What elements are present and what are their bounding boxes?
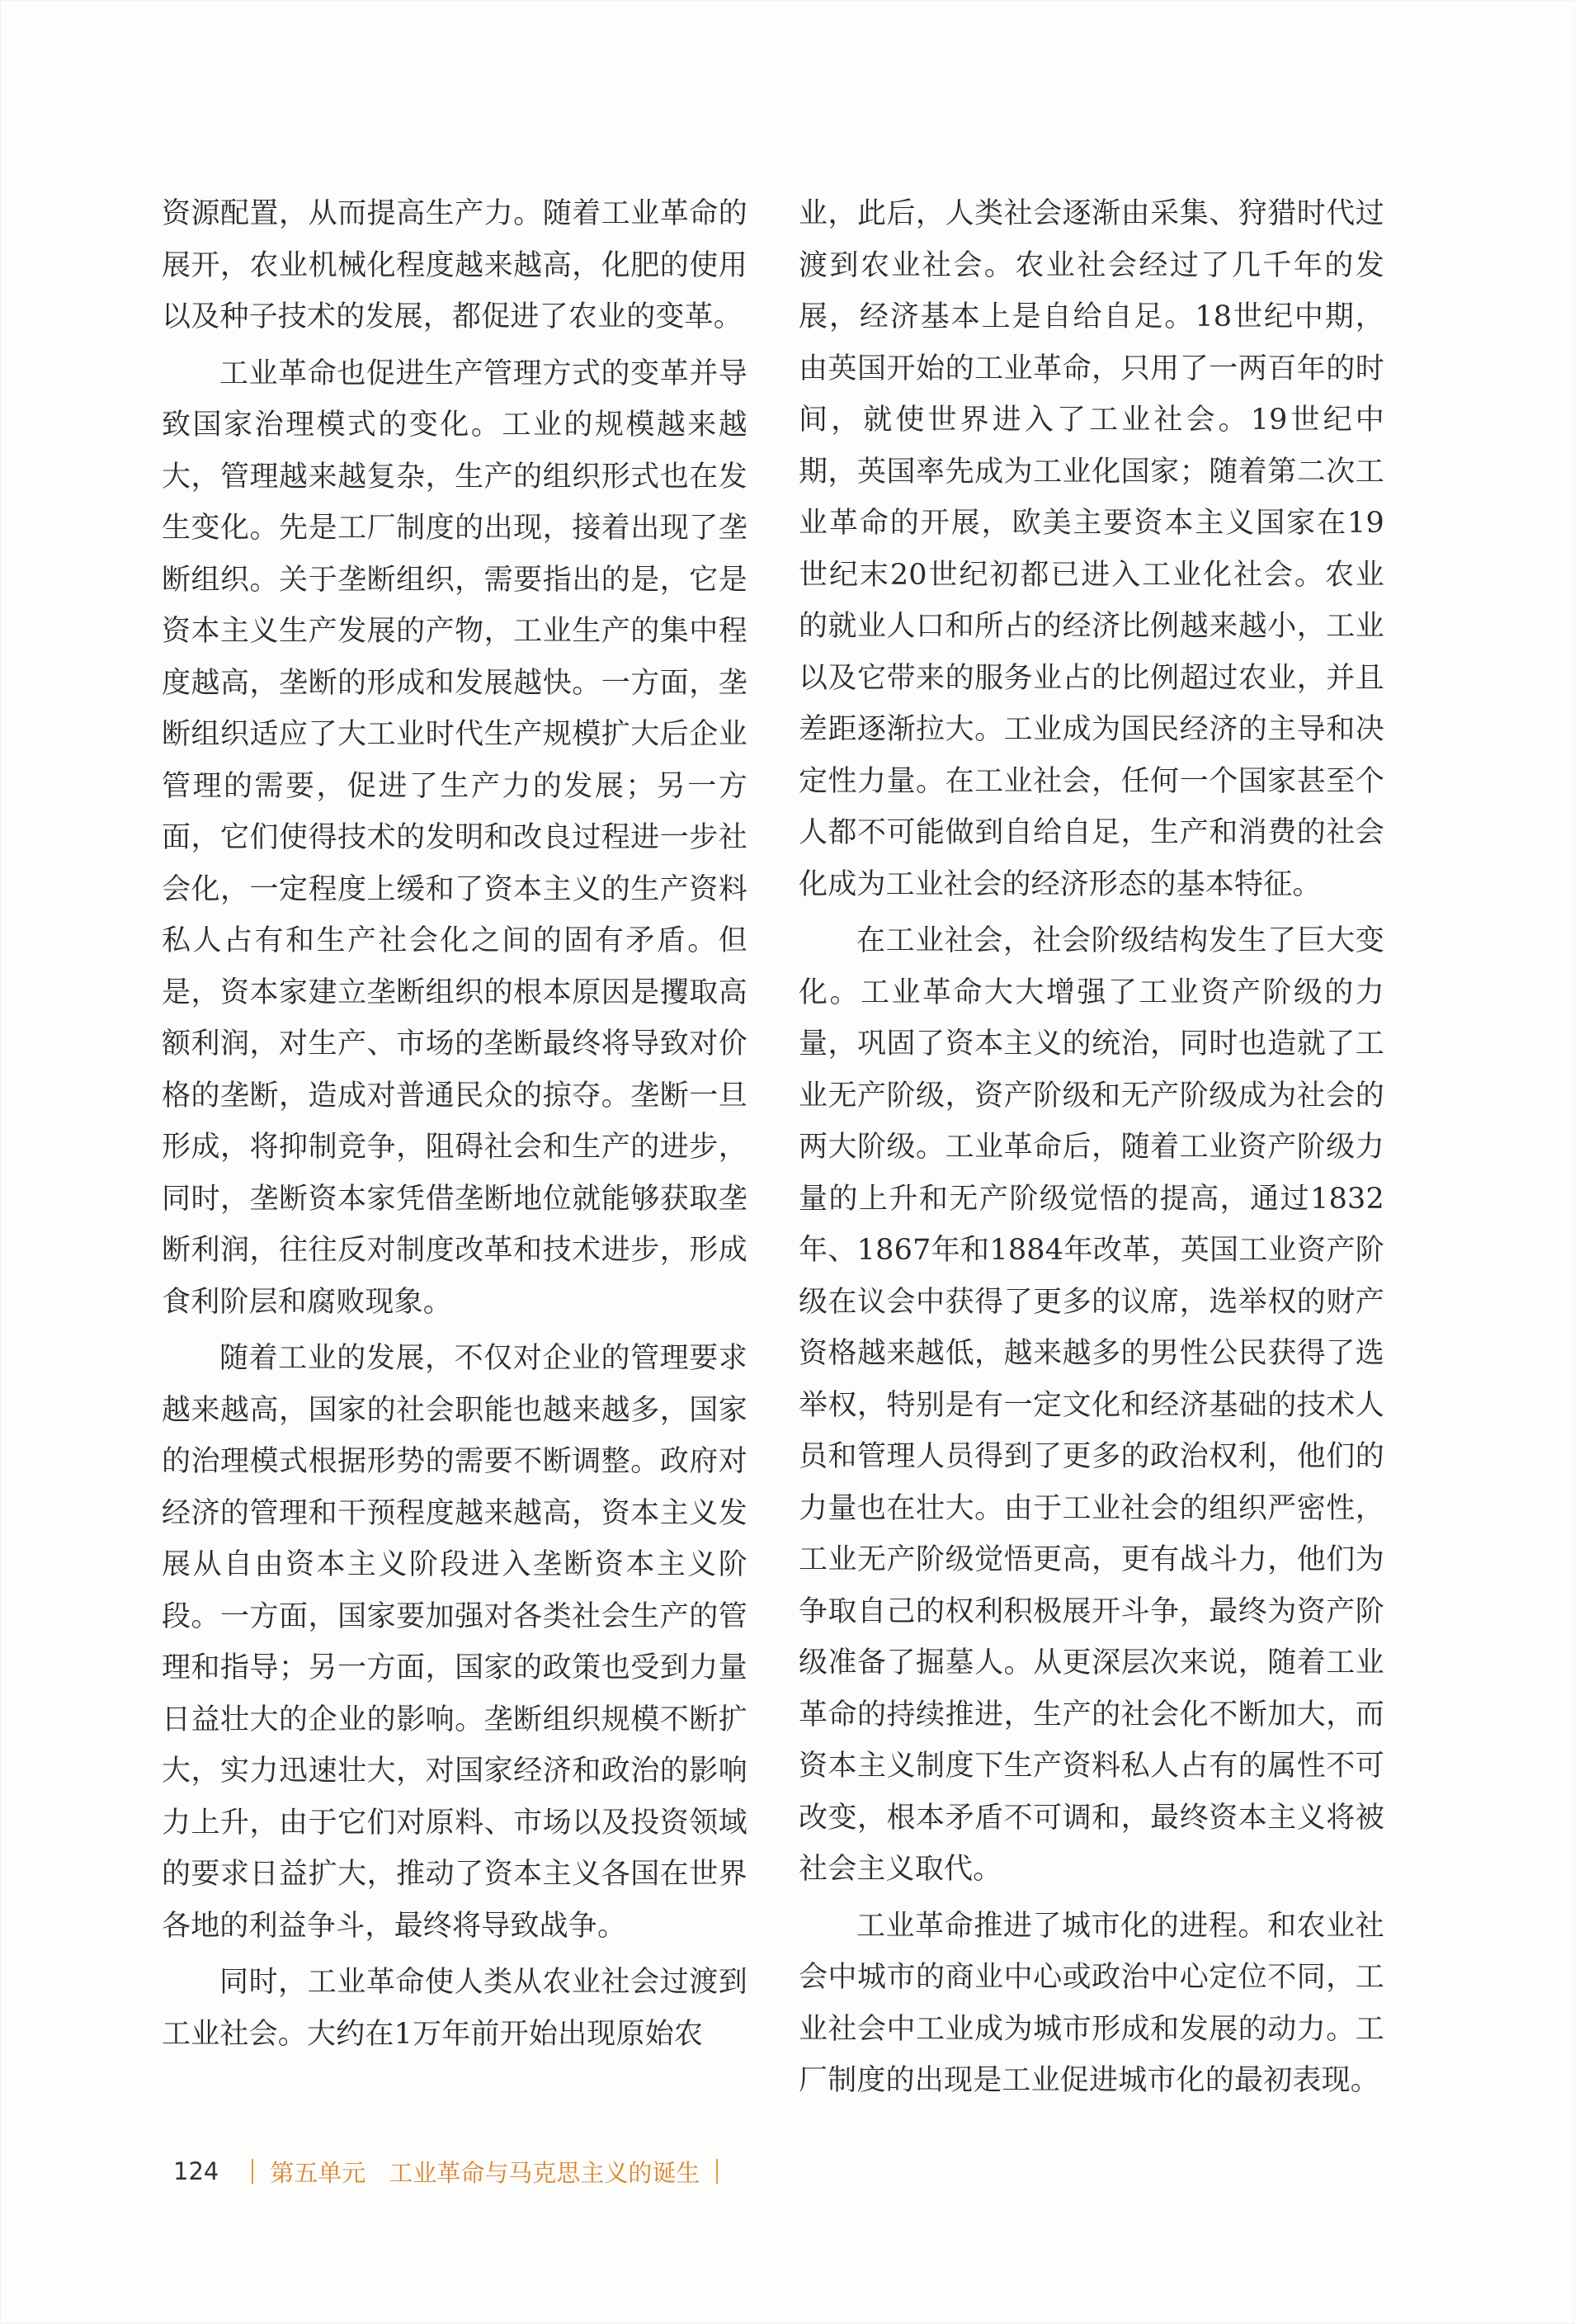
page-number: 124	[173, 2157, 219, 2185]
unit-label: 第五单元	[270, 2158, 366, 2187]
chapter-title: 工业革命与马克思主义的诞生	[389, 2158, 700, 2187]
paragraph-management-change: 工业革命也促进生产管理方式的变革并导致国家治理模式的变化。工业的规模越来越大，管理越来越复杂，生产的组织形式也在发生变化。先是工厂制度的出现，接着出现了垄断组织。关于垄断组织，需要指出的是，它是资本主义生产发展的产物，工业生产的集中程度越高，垄断的形成和发展越快。一方面，垄断组织适应了大工业时代生产规模扩大后企业管理的需要，促进了生产力的发展；另一方面，它们使得技术的发明和改良过程进一步社会化，一定程度上缓和了资本主义的生产资料私人占有和生产社会化之间的固有矛盾。但是，资本家建立垄断组织的根本原因是攫取高额利润，对生产、市场的垄断最终将导致对价格的垄断，造成对普通民众的掠夺。垄断一旦形成，将抑制竞争，阻碍社会和生产的进步，同时，垄断资本家凭借垄断地位就能够获取垄断利润，往往反对制度改革和技术进步，形成食利阶层和腐败现象。	[162, 357, 747, 1319]
paragraph-agri-to-industrial: 同时，工业革命使人类从农业社会过渡到工业社会。大约在1万年前开始出现原始农	[162, 1966, 747, 2051]
paragraph-urbanization: 工业革命推进了城市化的进程。和农业社会中城市的商业中心或政治中心定位不同，工业社会中工业成为城市形成和发展的动力。工厂制度的出现是工业促进城市化的最初表现。	[799, 1909, 1384, 2097]
paragraph-state-governance: 随着工业的发展，不仅对企业的管理要求越来越高，国家的社会职能也越来越多，国家的治理模式根据形势的需要不断调整。政府对经济的管理和干预程度越来越高，资本主义发展从自由资本主义阶段进入垄断资本主义阶段。一方面，国家要加强对各类社会生产的管理和指导；另一方面，国家的政策也受到力量日益壮大的企业的影响。垄断组织规模不断扩大，实力迅速壮大，对国家经济和政治的影响力上升，由于它们对原料、市场以及投资领域的要求日益扩大，推动了资本主义各国在世界各地的利益争斗，最终将导致战争。	[162, 1342, 747, 1943]
left-column	[162, 188, 747, 2065]
right-column	[799, 188, 1384, 2112]
footer-divider-right	[716, 2159, 718, 2184]
paragraph-continued-right: 业，此后，人类社会逐渐由采集、狩猎时代过渡到农业社会。农业社会经过了几千年的发展，经济基本上是自给自足。18世纪中期，由英国开始的工业革命，只用了一两百年的时间，就使世界进入了工业社会。19世纪中期，英国率先成为工业化国家；随着第二次工业革命的开展，欧美主要资本主义国家在19世纪末20世纪初都已进入工业化社会。农业的就业人口和所占的经济比例越来越小，工业以及它带来的服务业占的比例超过农业，并且差距逐渐拉大。工业成为国民经济的主导和决定性力量。在工业社会，任何一个国家甚至个人都不可能做到自给自足，生产和消费的社会化成为工业社会的经济形态的基本特征。	[799, 197, 1384, 901]
page-footer	[173, 2151, 718, 2192]
footer-divider-left	[252, 2159, 253, 2184]
paragraph-continued: 资源配置，从而提高生产力。随着工业革命的展开，农业机械化程度越来越高，化肥的使用以及种子技术的发展，都促进了农业的变革。	[162, 197, 747, 333]
paragraph-class-structure: 在工业社会，社会阶级结构发生了巨大变化。工业革命大大增强了工业资产阶级的力量，巩固了资本主义的统治，同时也造就了工业无产阶级，资产阶级和无产阶级成为社会的两大阶级。工业革命后，随着工业资产阶级力量的上升和无产阶级觉悟的提高，通过1832年、1867年和1884年改革，英国工业资产阶级在议会中获得了更多的议席，选举权的财产资格越来越低，越来越多的男性公民获得了选举权，特别是有一定文化和经济基础的技术人员和管理人员得到了更多的政治权利，他们的力量也在壮大。由于工业社会的组织严密性，工业无产阶级觉悟更高，更有战斗力，他们为争取自己的权利积极展开斗争，最终为资产阶级准备了掘墓人。从更深层次来说，随着工业革命的持续推进，生产的社会化不断加大，而资本主义制度下生产资料私人占有的属性不可改变，根本矛盾不可调和，最终资本主义将被社会主义取代。	[799, 924, 1384, 1886]
